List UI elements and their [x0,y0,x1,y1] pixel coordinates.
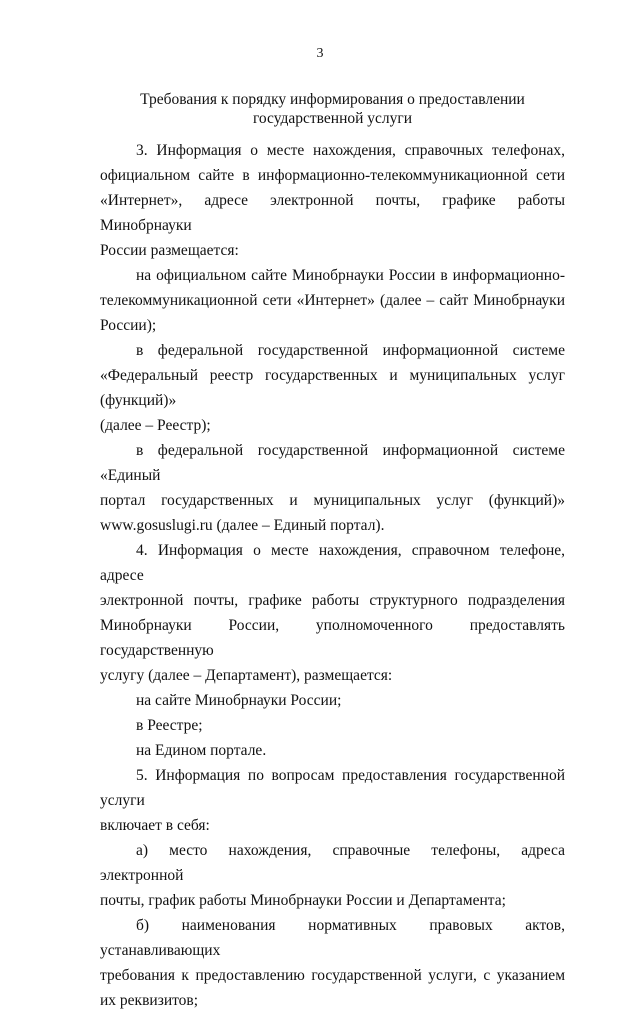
text-line: портал государственных и муниципальных услуг (функций)» [100,492,565,509]
text-line: 5. Информация по вопросам предоставления государственной услуги [100,767,565,809]
text-line: а) место нахождения, справочные телефоны, адреса электронной [100,842,565,884]
paragraph [100,763,565,838]
paragraph [100,338,565,438]
paragraph [100,913,565,1013]
text-line: 4. Информация о месте нахождения, справочном телефоне, адресе [100,542,565,584]
heading-line: государственной услуги [252,110,413,127]
document-body [100,138,565,1013]
text-line: требования к предоставлению государственной услуги, с указанием [100,967,565,984]
text-line: Минобрнауки России, уполномоченного предоставлять государственную [100,617,565,659]
paragraph [100,438,565,538]
text-line: почты, график работы Минобрнауки России и Департамента; [100,892,506,909]
paragraph [100,263,565,338]
text-line: (далее – Реестр); [100,417,211,434]
text-line: «Федеральный реестр государственных и муниципальных услуг (функций)» [100,367,565,409]
text-line: официальном сайте в информационно-телекоммуникационной сети [100,167,565,184]
section-heading [100,90,565,128]
paragraph [100,738,565,763]
paragraph [100,538,565,688]
text-line: их реквизитов; [100,992,199,1009]
text-line: на Едином портале. [136,742,267,759]
text-line: России); [100,317,157,334]
heading-line: Требования к порядку информирования о предоставлении [140,91,525,108]
text-line: России размещается: [100,242,239,259]
text-line: включает в себя: [100,817,210,834]
paragraph [100,688,565,713]
text-line: на сайте Минобрнауки России; [136,692,342,709]
paragraph [100,838,565,913]
page-number: 3 [316,46,324,61]
text-line: «Интернет», адресе электронной почты, графике работы Минобрнауки [100,192,565,234]
paragraph [100,138,565,263]
text-line: б) наименования нормативных правовых актов, устанавливающих [100,917,565,959]
text-line: телекоммуникационной сети «Интернет» (далее – сайт Минобрнауки [100,292,565,309]
text-line: услугу (далее – Департамент), размещается: [100,667,393,684]
text-line: в федеральной государственной информационной системе [136,342,565,359]
paragraph [100,713,565,738]
text-line: www.gosuslugi.ru (далее – Единый портал). [100,517,385,534]
text-line: электронной почты, графике работы структурного подразделения [100,592,565,609]
text-line: 3. Информация о месте нахождения, справочных телефонах, [136,142,565,159]
text-line: на официальном сайте Минобрнауки России в информационно- [136,267,565,284]
text-line: в федеральной государственной информационной системе «Единый [100,442,565,484]
text-line: в Реестре; [136,717,203,734]
